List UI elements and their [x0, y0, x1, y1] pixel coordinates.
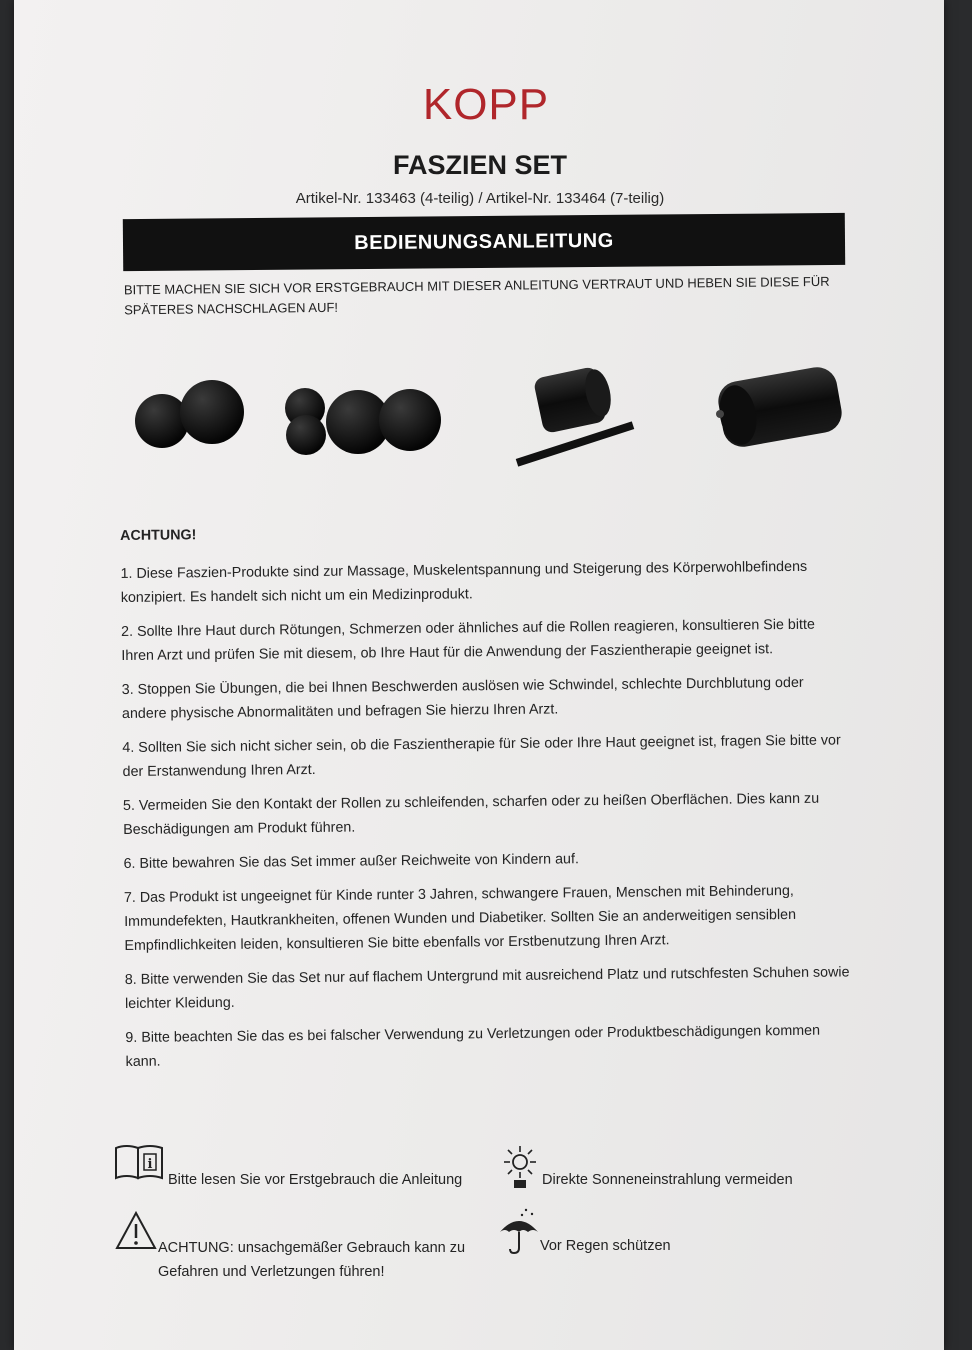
warning-item: 2. Sollte Ihre Haut durch Rötungen, Schmerzen oder ähnliches auf die Rollen reagieren, konsultieren Sie bitte Ihren Arzt und prüfen Sie mit diesem, ob Ihre Haut für die Anwendung der Faszientherapie geeignet ist. — [121, 616, 815, 664]
product-images — [120, 360, 860, 470]
warning-triangle-icon — [114, 1210, 158, 1252]
umbrella-rain-icon — [496, 1206, 542, 1256]
massage-balls-image — [135, 380, 244, 448]
warning-heading: ACHTUNG! — [120, 527, 197, 544]
intro-notice: BITTE MACHEN SIE SICH VOR ERSTGEBRAUCH MIT DIESER ANLEITUNG VERTRAUT UND HEBEN SIE DIESE FÜR SPÄTERES NACHSCHLAGEN AUF! — [123, 273, 830, 318]
symbol-sun-text: Direkte Sonneneinstrahlung vermeiden — [542, 1172, 793, 1188]
warning-item: 1. Diese Faszien-Produkte sind zur Massage, Muskelentspannung und Steigerung des Körperwohlbefindens konzipiert. Es handelt sich nicht um ein Medizinprodukt. — [120, 558, 808, 606]
symbol-rain-text: Vor Regen schützen — [540, 1238, 671, 1254]
warning-item: 5. Vermeiden Sie den Kontakt der Rollen zu schleifenden, scharfen oder zu heißen Oberflächen. Dies kann zu Beschädigungen am Produkt führen. — [122, 790, 820, 838]
warning-item: 3. Stoppen Sie Übungen, die bei Ihnen Beschwerden auslösen wie Schwindel, schlechte Durchblutung oder andere physische Abnormalitäten und befragen Sie hierzu Ihren Arzt. — [121, 674, 804, 722]
brand-logo: KOPP — [422, 80, 550, 129]
warning-item: 9. Bitte beachten Sie das es bei falscher Verwendung zu Verletzungen oder Produktbeschädigungen kommen kann. — [125, 1022, 821, 1070]
warning-item: 6. Bitte bewahren Sie das Set immer außer Reichweite von Kindern auf. — [123, 851, 579, 872]
duo-balls-image — [285, 388, 441, 455]
product-title: FASZIEN SET — [392, 150, 568, 180]
symbol-legend — [110, 1140, 850, 1290]
foam-roller-image — [715, 364, 845, 450]
svg-text:i: i — [147, 1157, 153, 1172]
warning-item: 4. Sollten Sie sich nicht sicher sein, ob die Faszientherapie für Sie oder Ihre Haut geeignet ist, fragen Sie bitte vor der Erstanwendung Ihren Arzt. — [122, 732, 841, 780]
roller-with-stick-image — [516, 366, 635, 467]
warning-item: 8. Bitte verwenden Sie das Set nur auf flachem Untergrund mit ausreichend Platz und rutschfesten Schuhen sowie leichter Kleidung. — [124, 964, 850, 1012]
symbol-read-text: Bitte lesen Sie vor Erstgebrauch die Anleitung — [168, 1172, 463, 1188]
manual-banner: BEDIENUNGSANLEITUNG — [123, 213, 845, 271]
article-numbers: Artikel-Nr. 133463 (4-teilig) / Artikel-Nr. 133464 (7-teilig) — [295, 190, 665, 207]
sun-icon — [498, 1144, 542, 1190]
warning-item: 7. Das Produkt ist ungeeignet für Kinde runter 3 Jahren, schwangere Frauen, Menschen mit Behinderung, Immundefekten, Hautkrankheiten, offenen Wunden und Diabetiker. Sollten Sie an anderweitigen sensiblen Empfindlichkeiten leiden, konsultieren Sie bitte ebenfalls vor Erstbenutzung Ihren Arzt. — [123, 882, 797, 954]
symbol-caution-text: ACHTUNG: unsachgemäßer Gebrauch kann zu Gefahren und Verletzungen führen! — [158, 1240, 466, 1280]
warnings-section — [120, 516, 856, 1084]
manual-info-icon — [112, 1142, 166, 1182]
